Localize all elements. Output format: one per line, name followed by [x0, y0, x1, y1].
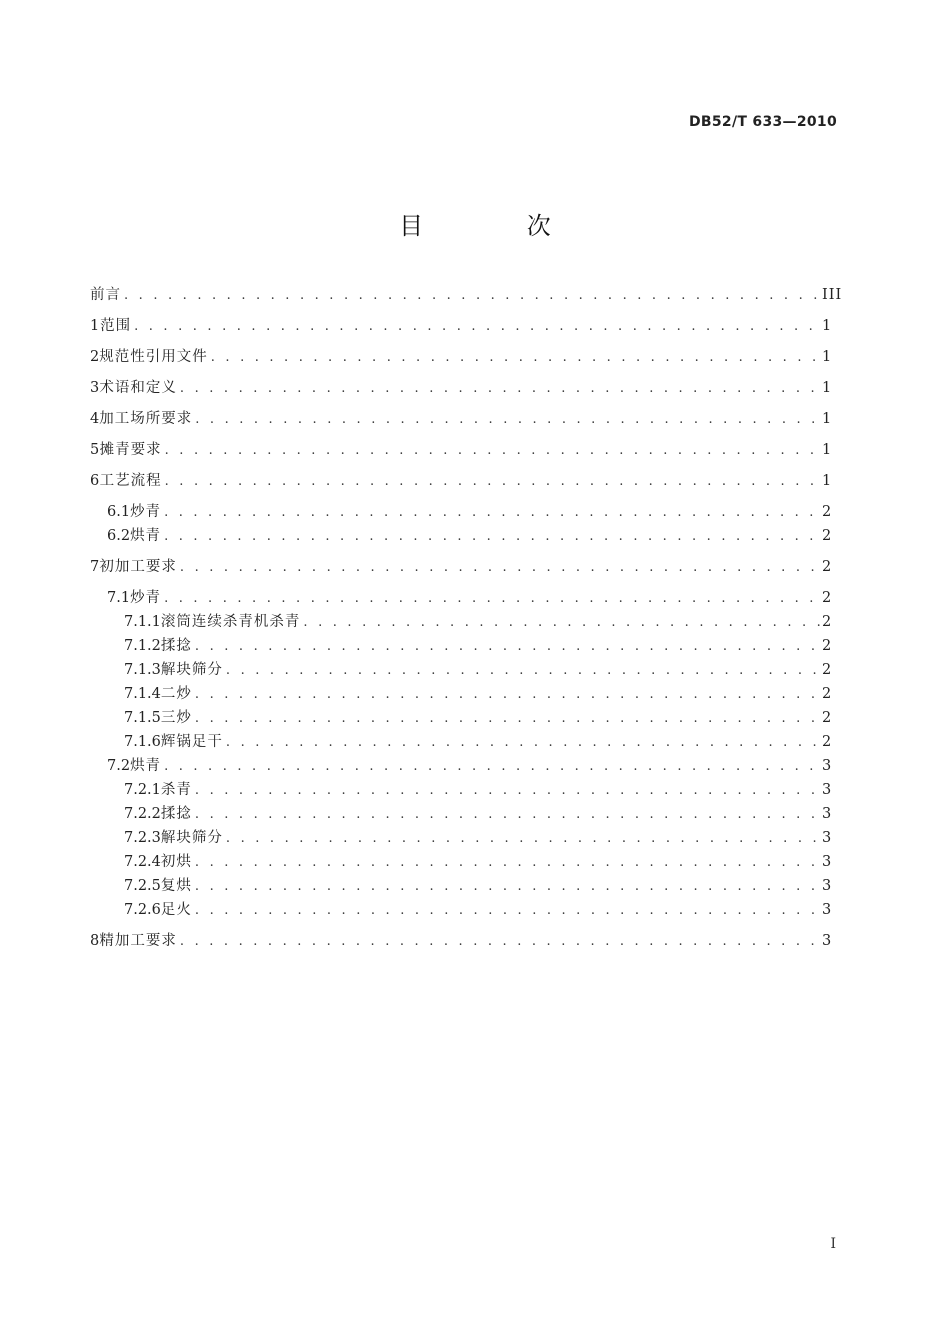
- toc-entry-number: 7.2: [107, 758, 131, 774]
- toc-entry-number: 2: [90, 349, 100, 365]
- toc-entry-6[interactable]: [90, 469, 833, 493]
- toc-entry-label: 烘青: [130, 528, 162, 544]
- toc-entry-page: III: [822, 287, 843, 303]
- toc-entry-page: 2: [822, 528, 833, 544]
- toc-entry-label: 揉捻: [160, 806, 192, 822]
- toc-leader-dots: [195, 707, 820, 731]
- toc-leader-dots: [134, 315, 820, 339]
- toc-entry-page: 2: [822, 590, 833, 606]
- toc-leader-dots: [180, 377, 820, 401]
- toc-entry-foreword[interactable]: [90, 283, 843, 307]
- toc-entry-page: 1: [822, 442, 833, 458]
- toc-entry-page: 3: [822, 902, 833, 918]
- toc-entry-7-2-5[interactable]: [90, 874, 833, 898]
- toc-entry-label: 炒青: [130, 590, 162, 606]
- toc-entry-number: 5: [90, 442, 100, 458]
- toc-entry-label: 解块筛分: [160, 830, 223, 846]
- toc-leader-dots: [195, 683, 820, 707]
- toc-leader-dots: [303, 611, 820, 635]
- toc-leader-dots: [195, 779, 820, 803]
- toc-entry-label: 炒青: [130, 504, 162, 520]
- toc-leader-dots: [180, 556, 820, 580]
- toc-entry-label: 精加工要求: [99, 933, 177, 949]
- toc-entry-7-1-1[interactable]: [90, 610, 833, 634]
- toc-entry-7[interactable]: [90, 555, 833, 579]
- toc-entry-label: 三炒: [160, 710, 192, 726]
- toc-leader-dots: [164, 587, 820, 611]
- toc-entry-number: 6.1: [107, 504, 131, 520]
- toc-entry-7-1-6[interactable]: [90, 730, 833, 754]
- toc-entry-page: 1: [822, 473, 833, 489]
- toc-entry-6-2[interactable]: [90, 524, 833, 548]
- toc-entry-number: 7.2.4: [124, 854, 161, 870]
- toc-leader-dots: [226, 827, 820, 851]
- toc-entry-number: 7.1.5: [124, 710, 161, 726]
- toc-entry-7-2-6[interactable]: [90, 898, 833, 922]
- toc-leader-dots: [164, 501, 820, 525]
- toc-entry-number: 6: [90, 473, 100, 489]
- toc-entry-page: 3: [822, 878, 833, 894]
- toc-leader-dots: [195, 803, 820, 827]
- toc-entry-number: 7.1.1: [124, 614, 161, 630]
- toc-entry-label: 工艺流程: [99, 473, 162, 489]
- toc-leader-dots: [164, 525, 820, 549]
- toc-entry-page: 3: [822, 782, 833, 798]
- toc-leader-dots: [165, 470, 820, 494]
- toc-entry-page: 2: [822, 734, 833, 750]
- toc-leader-dots: [180, 930, 820, 954]
- toc-entry-page: 3: [822, 830, 833, 846]
- toc-leader-dots: [124, 284, 820, 308]
- toc-entry-page: 1: [822, 349, 833, 365]
- toc-entry-page: 3: [822, 933, 833, 949]
- toc-leader-dots: [165, 439, 820, 463]
- toc-entry-page: 3: [822, 854, 833, 870]
- toc-entry-page: 2: [822, 504, 833, 520]
- toc-entry-7-1-3[interactable]: [90, 658, 833, 682]
- toc-entry-2[interactable]: [90, 345, 833, 369]
- toc-entry-number: 7.2.1: [124, 782, 161, 798]
- toc-entry-page: 2: [822, 559, 833, 575]
- toc-entry-number: 3: [90, 380, 100, 396]
- toc-entry-number: 6.2: [107, 528, 131, 544]
- toc-leader-dots: [226, 659, 820, 683]
- toc-entry-number: 7: [90, 559, 100, 575]
- toc-entry-page: 1: [822, 411, 833, 427]
- toc-entry-number: 4: [90, 411, 100, 427]
- toc-entry-label: 足火: [160, 902, 192, 918]
- toc-entry-label: 规范性引用文件: [99, 349, 208, 365]
- toc-leader-dots: [195, 875, 820, 899]
- toc-entry-number: 7.1.4: [124, 686, 161, 702]
- toc-leader-dots: [211, 346, 820, 370]
- toc-entry-page: 3: [822, 758, 833, 774]
- toc-entry-label: 辉锅足干: [160, 734, 223, 750]
- toc-entry-page: 3: [822, 806, 833, 822]
- toc-entry-label: 初加工要求: [99, 559, 177, 575]
- toc-entry-number: 7.2.3: [124, 830, 161, 846]
- toc-entry-page: 2: [822, 686, 833, 702]
- toc-entry-page: 2: [822, 614, 833, 630]
- toc-entry-1[interactable]: [90, 314, 833, 338]
- toc-leader-dots: [195, 408, 820, 432]
- toc-leader-dots: [195, 899, 820, 923]
- toc-entry-page: 1: [822, 380, 833, 396]
- toc-entry-4[interactable]: [90, 407, 833, 431]
- toc-entry-number: 7.2.6: [124, 902, 161, 918]
- toc-entry-label: 范围: [100, 318, 132, 334]
- document-code: DB52/T 633—2010: [689, 114, 837, 130]
- toc-entry-5[interactable]: [90, 438, 833, 462]
- toc-entry-number: 7.1.6: [124, 734, 161, 750]
- toc-entry-label: 滚筒连续杀青机杀青: [160, 614, 301, 630]
- toc-entry-label: 杀青: [160, 782, 192, 798]
- toc-entry-number: 7.1.3: [124, 662, 161, 678]
- toc-entry-3[interactable]: [90, 376, 833, 400]
- toc-entry-label: 加工场所要求: [99, 411, 193, 427]
- toc-entry-number: 7.2.2: [124, 806, 161, 822]
- toc-entry-label: 解块筛分: [160, 662, 223, 678]
- toc-entry-number: 7.1: [107, 590, 131, 606]
- toc-leader-dots: [226, 731, 820, 755]
- toc-entry-number: 1: [90, 318, 100, 334]
- toc-leader-dots: [195, 851, 820, 875]
- toc-entry-7-2-3[interactable]: [90, 826, 833, 850]
- toc-entry-label: 术语和定义: [99, 380, 177, 396]
- table-of-contents: [90, 283, 843, 953]
- toc-leader-dots: [195, 635, 820, 659]
- toc-entry-number: 7.1.2: [124, 638, 161, 654]
- toc-entry-7-1-5[interactable]: [90, 706, 833, 730]
- toc-entry-label: 初烘: [160, 854, 192, 870]
- toc-leader-dots: [164, 755, 820, 779]
- toc-entry-label: 复烘: [160, 878, 192, 894]
- page-number: I: [830, 1236, 836, 1252]
- toc-entry-8[interactable]: [90, 929, 833, 953]
- toc-entry-label: 二炒: [160, 686, 192, 702]
- toc-entry-7-2-4[interactable]: [90, 850, 833, 874]
- toc-entry-label: 烘青: [130, 758, 162, 774]
- toc-entry-label: 前言: [90, 287, 121, 303]
- toc-entry-7-1-4[interactable]: [90, 682, 833, 706]
- toc-entry-page: 2: [822, 710, 833, 726]
- toc-entry-page: 1: [822, 318, 833, 334]
- toc-entry-label: 摊青要求: [99, 442, 162, 458]
- toc-entry-7-2-2[interactable]: [90, 802, 833, 826]
- toc-entry-number: 7.2.5: [124, 878, 161, 894]
- toc-entry-7-2[interactable]: [90, 754, 833, 778]
- toc-entry-6-1[interactable]: [90, 500, 833, 524]
- toc-entry-label: 揉捻: [160, 638, 192, 654]
- toc-title: 目 次: [399, 212, 599, 240]
- toc-entry-7-1[interactable]: [90, 586, 833, 610]
- toc-entry-page: 2: [822, 662, 833, 678]
- toc-entry-7-2-1[interactable]: [90, 778, 833, 802]
- toc-entry-number: 8: [90, 933, 100, 949]
- toc-entry-page: 2: [822, 638, 833, 654]
- toc-entry-7-1-2[interactable]: [90, 634, 833, 658]
